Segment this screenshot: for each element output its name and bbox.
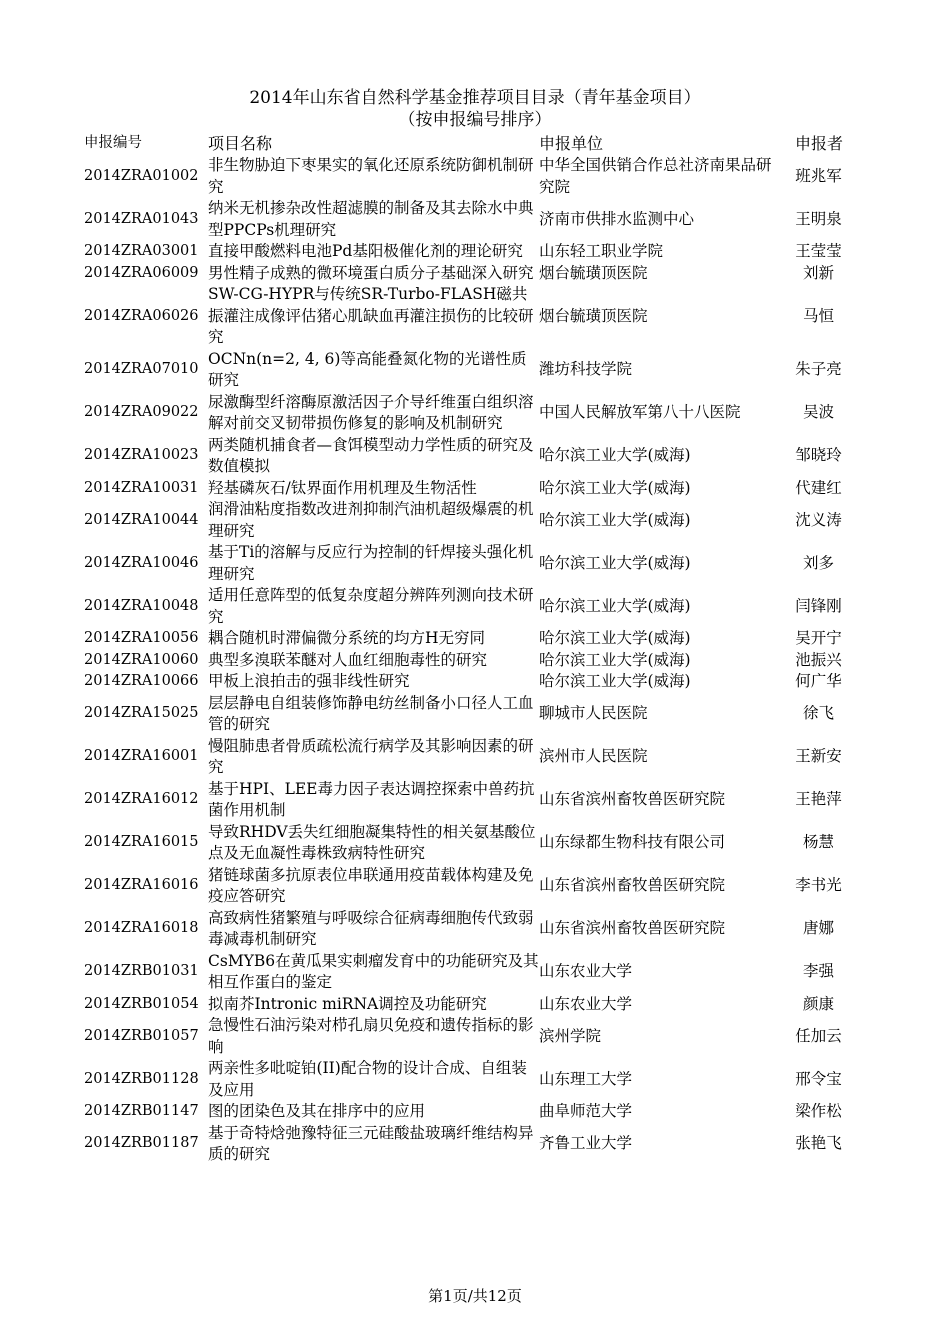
cell-applicant: 张艳飞 (795, 1134, 842, 1153)
table-row (84, 865, 854, 908)
cell-unit: 中华全国供销合作总社济南果品研究院 (539, 156, 772, 196)
cell-project-name: 导致RHDV丢失红细胞凝集特性的相关氨基酸位点及无血凝性毒株致病特性研究 (208, 822, 536, 862)
cell-id: 2014ZRA01002 (84, 167, 199, 184)
cell-id: 2014ZRA16018 (84, 920, 199, 937)
table-row (84, 478, 854, 500)
cell-id: 2014ZRA16001 (84, 748, 199, 765)
cell-unit: 山东理工大学 (539, 1069, 633, 1088)
cell-id: 2014ZRA10023 (84, 447, 199, 464)
cell-unit: 哈尔滨工业大学(威海) (539, 553, 691, 572)
cell-id: 2014ZRA06009 (84, 264, 199, 281)
cell-id: 2014ZRB01147 (84, 1103, 199, 1119)
table-row (84, 284, 854, 349)
cell-id: 2014ZRB01128 (84, 1070, 199, 1087)
table-row (84, 650, 854, 672)
cell-unit: 山东绿都生物科技有限公司 (539, 833, 726, 852)
cell-project-name: 羟基磷灰石/钛界面作用机理及生物活性 (208, 478, 477, 497)
cell-unit: 烟台毓璜顶医院 (539, 306, 648, 325)
cell-applicant: 沈义涛 (795, 510, 842, 529)
cell-project-name: 高致病性猪繁殖与呼吸综合征病毒细胞传代致弱毒减毒机制研究 (208, 908, 534, 948)
cell-applicant: 刘多 (802, 553, 834, 572)
table-header-row (84, 132, 854, 155)
table-row (84, 1058, 854, 1101)
cell-project-name: 男性精子成熟的微环境蛋白质分子基础深入研究 (208, 263, 534, 282)
cell-unit: 哈尔滨工业大学(威海) (539, 596, 691, 615)
cell-unit: 曲阜师范大学 (539, 1102, 633, 1120)
table-row (84, 499, 854, 542)
cell-project-name: SW-CG-HYPR与传统SR-Turbo-FLASH磁共振灌注成像评估猪心肌缺血再灌注损伤的比较研究 (208, 285, 534, 346)
cell-unit: 哈尔滨工业大学(威海) (539, 650, 691, 669)
cell-unit: 哈尔滨工业大学(威海) (539, 510, 691, 529)
cell-applicant: 池振兴 (795, 650, 842, 669)
table-row (84, 671, 854, 693)
cell-applicant: 唐娜 (802, 919, 834, 938)
cell-id: 2014ZRA09022 (84, 404, 199, 421)
table-row (84, 951, 854, 994)
cell-id: 2014ZRB01031 (84, 963, 199, 980)
cell-unit: 济南市供排水监测中心 (539, 209, 695, 228)
cell-id: 2014ZRA16016 (84, 877, 199, 894)
cell-project-name: 纳米无机掺杂改性超滤膜的制备及其去除水中典型PPCPs机理研究 (208, 199, 534, 239)
cell-applicant: 吴波 (802, 403, 834, 422)
table-row (84, 1015, 854, 1058)
table-row (84, 392, 854, 435)
cell-unit: 烟台毓璜顶医院 (539, 263, 648, 282)
cell-applicant: 邢令宝 (795, 1069, 842, 1088)
cell-applicant: 王新安 (795, 747, 842, 766)
table-row (84, 628, 854, 650)
cell-id: 2014ZRA10046 (84, 554, 199, 571)
table-row (84, 349, 854, 392)
cell-id: 2014ZRA01043 (84, 210, 199, 227)
cell-project-name: 拟南芥Intronic miRNA调控及功能研究 (208, 994, 487, 1013)
table-row (84, 736, 854, 779)
cell-unit: 山东省滨州畜牧兽医研究院 (539, 919, 726, 938)
column-header-name: 项目名称 (208, 133, 273, 153)
cell-project-name: 猪链球菌多抗原表位串联通用疫苗载体构建及免疫应答研究 (208, 865, 534, 905)
table-row (84, 263, 854, 285)
cell-id: 2014ZRA10056 (84, 630, 199, 646)
cell-applicant: 代建红 (795, 478, 842, 497)
cell-unit: 齐鲁工业大学 (539, 1134, 633, 1153)
cell-applicant: 班兆军 (795, 166, 842, 185)
cell-project-name: 急慢性石油污染对栉孔扇贝免疫和遗传指标的影响 (208, 1016, 534, 1056)
cell-project-name: 图的团染色及其在排序中的应用 (208, 1102, 426, 1120)
table-row (84, 542, 854, 585)
table-row (84, 994, 854, 1016)
page-subtitle: （按申报编号排序） (398, 110, 552, 130)
cell-project-name: 基于奇特焓弛豫特征三元硅酸盐玻璃纤维结构异质的研究 (208, 1123, 534, 1163)
page-footer: 第1页/共12页 (428, 1287, 522, 1305)
cell-applicant: 李书光 (795, 876, 842, 895)
cell-unit: 中国人民解放军第八十八医院 (539, 403, 741, 422)
cell-applicant: 王明泉 (795, 209, 842, 228)
table-row (84, 198, 854, 241)
cell-applicant: 王莹莹 (795, 242, 842, 260)
cell-id: 2014ZRB01054 (84, 995, 199, 1012)
table-row (84, 908, 854, 951)
cell-applicant: 马恒 (802, 306, 834, 325)
table-row (84, 1123, 854, 1166)
cell-id: 2014ZRA10048 (84, 597, 199, 614)
column-header-applicant: 申报者 (795, 133, 844, 153)
table-row (84, 693, 854, 736)
cell-project-name: 慢阻肺患者骨质疏松流行病学及其影响因素的研究 (208, 736, 534, 776)
cell-applicant: 颜康 (802, 994, 834, 1013)
cell-id: 2014ZRA16015 (84, 834, 199, 851)
cell-id: 2014ZRA10060 (84, 651, 199, 668)
cell-unit: 山东农业大学 (539, 962, 633, 981)
table-row (84, 435, 854, 478)
cell-project-name: 典型多溴联苯醚对人血红细胞毒性的研究 (208, 650, 488, 669)
cell-project-name: 基于HPI、LEE毒力因子表达调控探索中兽药抗菌作用机制 (208, 779, 535, 819)
table-body (84, 155, 854, 1166)
cell-unit: 山东轻工职业学院 (539, 242, 664, 260)
cell-project-name: 非生物胁迫下枣果实的氧化还原系统防御机制研究 (208, 156, 534, 196)
table-row (84, 779, 854, 822)
cell-id: 2014ZRA16012 (84, 791, 199, 808)
cell-id: 2014ZRB01057 (84, 1027, 199, 1044)
cell-applicant: 李强 (802, 962, 834, 981)
cell-project-name: 两类随机捕食者—食饵模型动力学性质的研究及数值模拟 (208, 435, 534, 475)
cell-project-name: 甲板上浪拍击的强非线性研究 (208, 672, 410, 690)
cell-id: 2014ZRA07010 (84, 361, 199, 378)
page-title: 2014年山东省自然科学基金推荐项目目录（青年基金项目） (249, 88, 701, 108)
cell-applicant: 吴开宁 (795, 629, 842, 647)
cell-unit: 哈尔滨工业大学(威海) (539, 478, 691, 497)
cell-project-name: 润滑油粘度指数改进剂抑制汽油机超级爆震的机理研究 (208, 500, 534, 540)
table-row (84, 585, 854, 628)
cell-unit: 聊城市人民医院 (539, 704, 648, 723)
cell-unit: 潍坊科技学院 (539, 360, 633, 379)
cell-applicant: 何广华 (795, 672, 842, 690)
cell-unit: 滨州学院 (539, 1026, 602, 1045)
cell-applicant: 王艳萍 (795, 790, 842, 809)
cell-applicant: 杨慧 (802, 833, 834, 852)
cell-applicant: 朱子亮 (795, 360, 842, 379)
column-header-id: 申报编号 (84, 134, 142, 151)
cell-project-name: 耦合随机时滞偏微分系统的均方H无穷同 (208, 629, 486, 647)
cell-applicant: 徐飞 (802, 704, 834, 723)
cell-unit: 山东省滨州畜牧兽医研究院 (539, 790, 726, 809)
project-table (84, 132, 854, 1166)
cell-applicant: 梁作松 (795, 1102, 842, 1120)
cell-unit: 山东省滨州畜牧兽医研究院 (539, 876, 726, 895)
column-header-unit: 申报单位 (539, 133, 604, 153)
table-row (84, 241, 854, 263)
cell-project-name: OCNn(n=2, 4, 6)等高能叠氮化物的光谱性质研究 (208, 349, 527, 389)
table-row (84, 822, 854, 865)
cell-unit: 哈尔滨工业大学(威海) (539, 629, 691, 647)
cell-project-name: 尿激酶型纤溶酶原激活因子介导纤维蛋白组织溶解对前交叉韧带损伤修复的影响及机制研究 (208, 392, 534, 432)
cell-unit: 哈尔滨工业大学(威海) (539, 446, 691, 465)
cell-unit: 山东农业大学 (539, 994, 633, 1013)
cell-applicant: 邹晓玲 (795, 446, 842, 465)
cell-id: 2014ZRA06026 (84, 307, 199, 324)
table-row (84, 155, 854, 198)
cell-project-name: 直接甲酸燃料电池Pd基阳极催化剂的理论研究 (208, 242, 523, 260)
cell-unit: 滨州市人民医院 (539, 747, 648, 766)
cell-id: 2014ZRA10044 (84, 511, 199, 528)
table-row (84, 1101, 854, 1123)
cell-id: 2014ZRA10066 (84, 673, 199, 689)
cell-project-name: 基于Ti的溶解与反应行为控制的钎焊接头强化机理研究 (208, 543, 534, 583)
cell-unit: 哈尔滨工业大学(威海) (539, 672, 691, 690)
cell-applicant: 任加云 (795, 1026, 842, 1045)
cell-project-name: 适用任意阵型的低复杂度超分辨阵列测向技术研究 (208, 586, 534, 626)
cell-id: 2014ZRA10031 (84, 479, 199, 496)
cell-applicant: 刘新 (802, 263, 834, 282)
cell-id: 2014ZRA03001 (84, 243, 199, 259)
cell-applicant: 闫锋刚 (795, 596, 842, 615)
cell-project-name: 层层静电自组装修饰静电纺丝制备小口径人工血管的研究 (208, 693, 534, 733)
cell-project-name: CsMYB6在黄瓜果实刺瘤发育中的功能研究及其相互作蛋白的鉴定 (208, 951, 539, 991)
cell-id: 2014ZRB01187 (84, 1135, 199, 1152)
cell-project-name: 两亲性多吡啶铂(II)配合物的设计合成、自组装及应用 (208, 1059, 527, 1099)
cell-id: 2014ZRA15025 (84, 705, 199, 722)
